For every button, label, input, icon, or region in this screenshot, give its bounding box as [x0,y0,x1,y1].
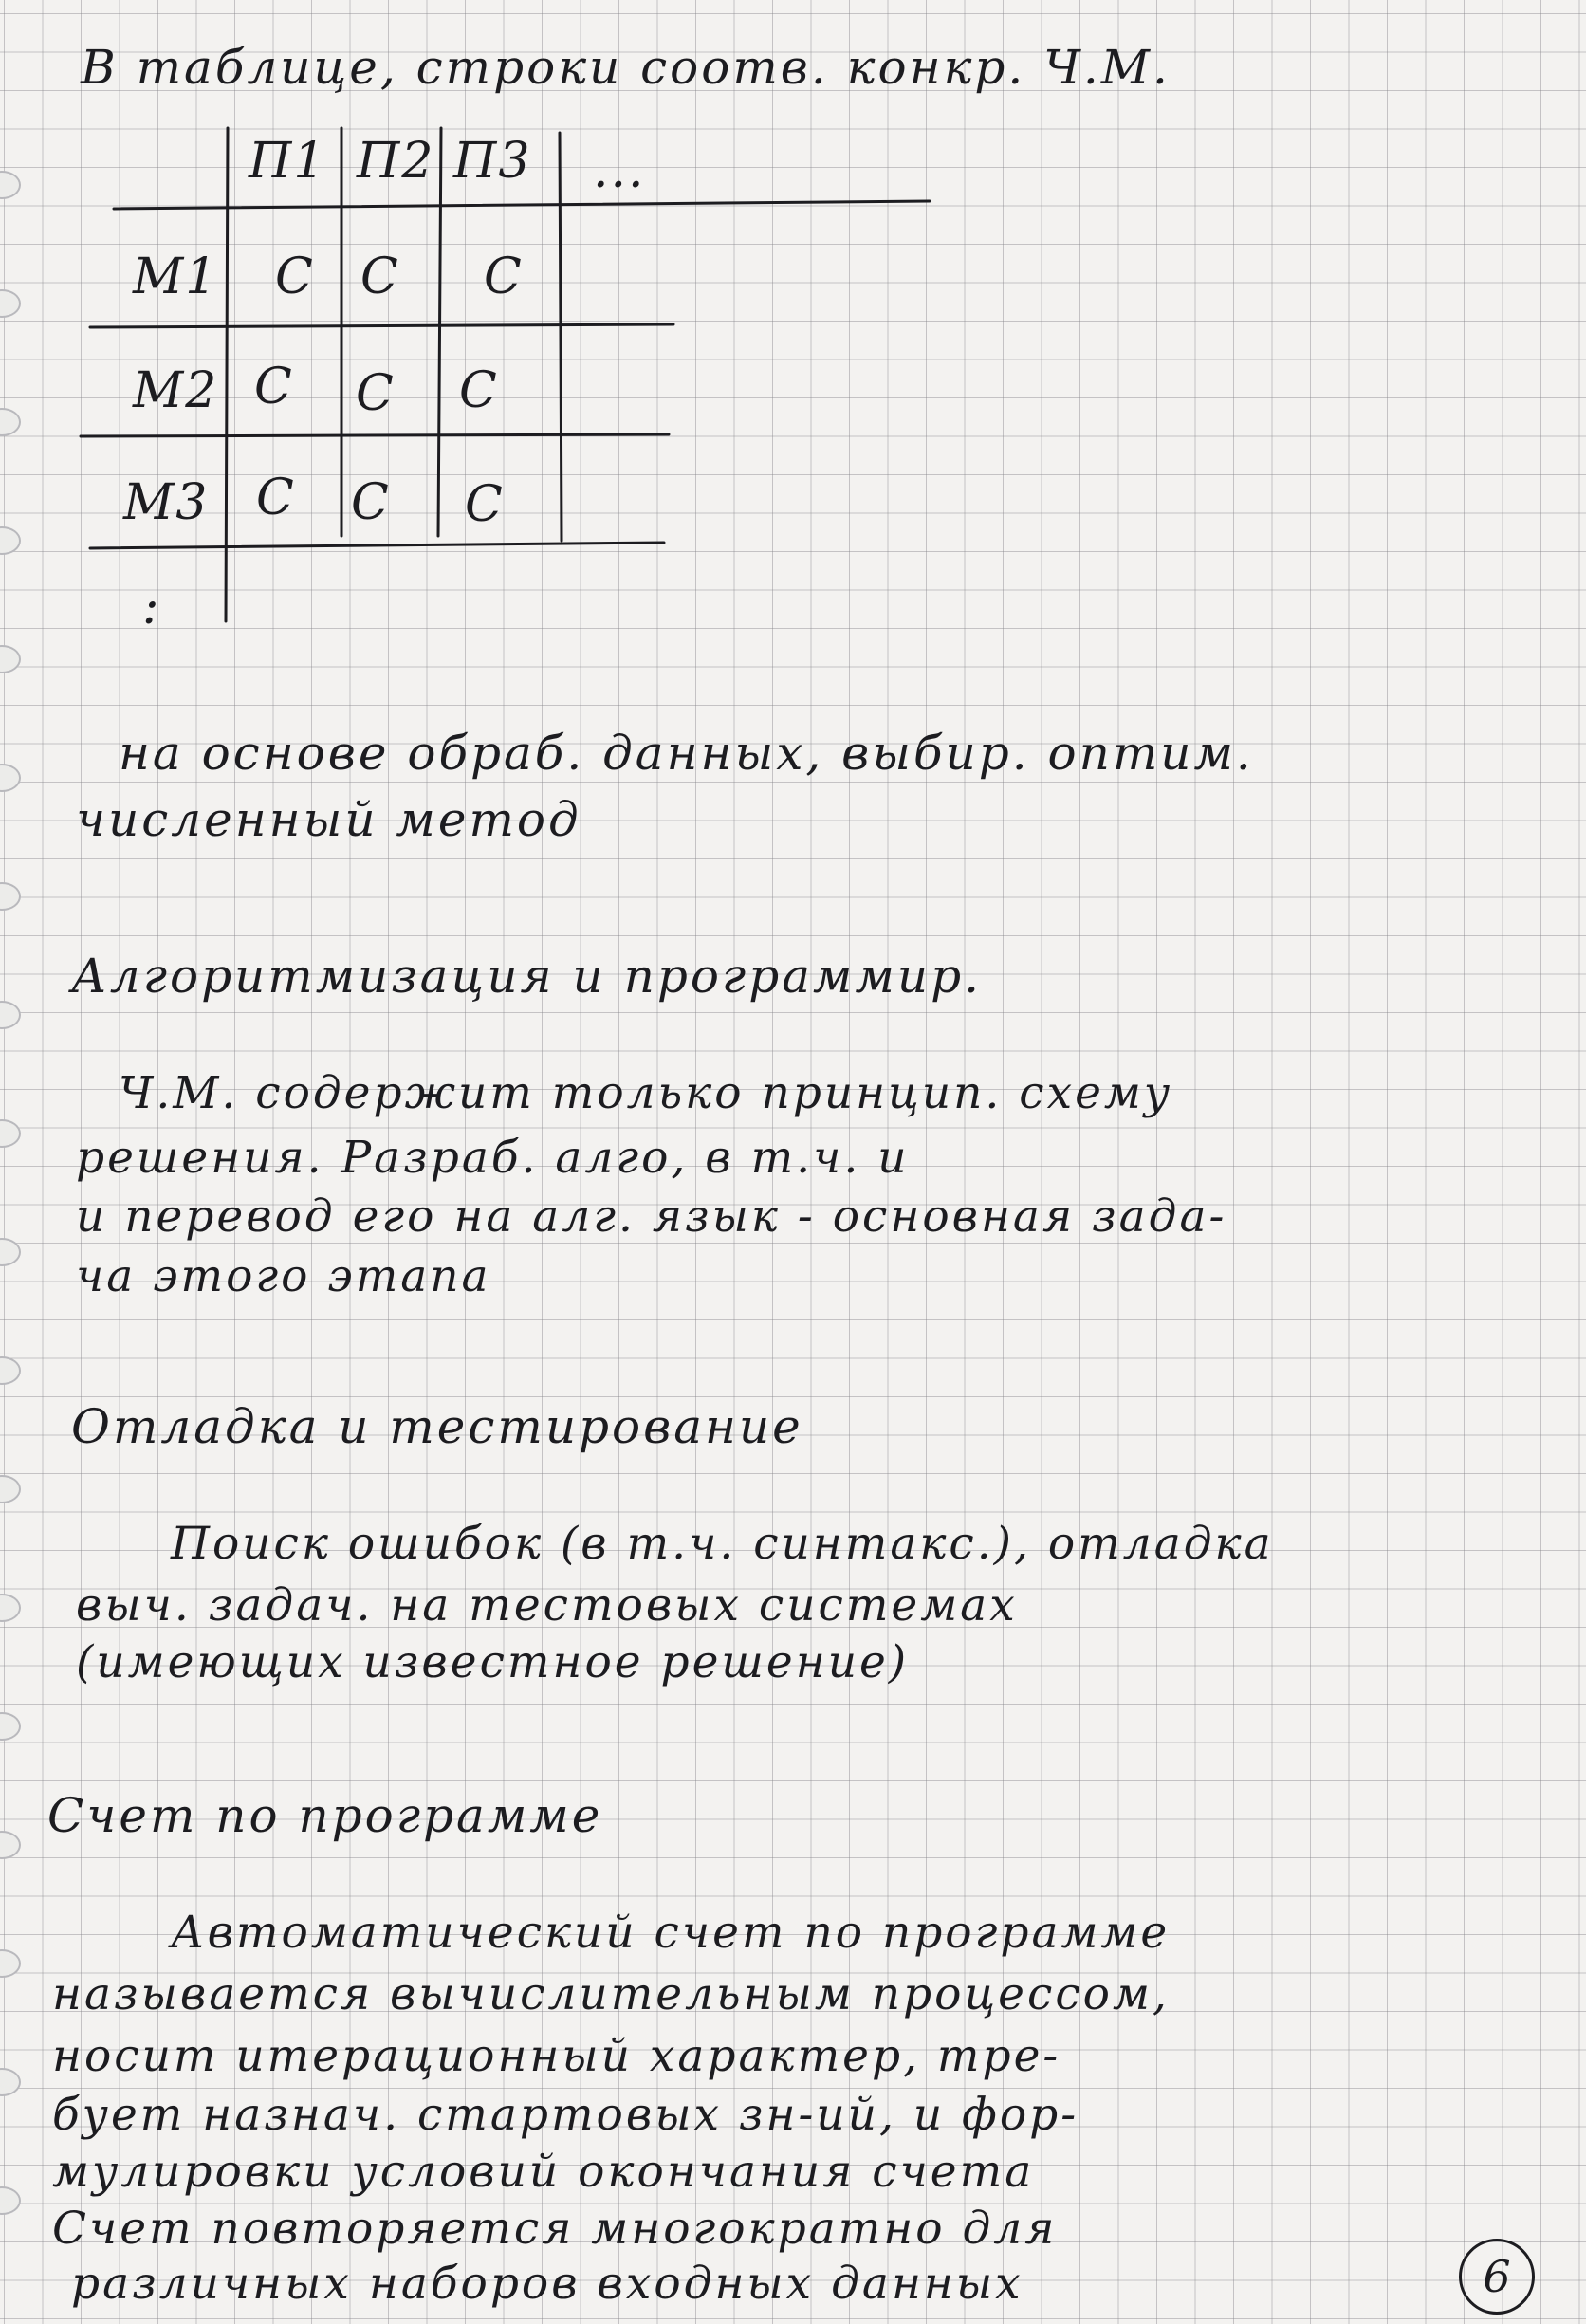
table-cell: С [484,249,524,305]
table-col-header: П3 [453,133,532,190]
intro-line: численный метод [76,792,581,847]
section-body-line: мулировки условий окончания счета [52,2146,1035,2198]
punch-hole [0,1119,21,1148]
section-body-line: решения. Разраб. алго, в т.ч. и [76,1132,910,1184]
table-cell: С [275,249,315,305]
section-body-line: называется вычислительным процессом, [52,1968,1170,2020]
punch-hole [0,1356,21,1385]
table-cell: С [459,362,499,419]
section-body-line: (имеющих известное решение) [76,1636,910,1688]
section-body-line: и перевод его на алг. язык - основная зада- [76,1190,1227,1243]
table-row-rule [90,543,664,548]
table-col-rule [560,133,562,541]
table-row-header: М1 [133,249,219,305]
table-cell: С [360,249,400,305]
punch-hole [0,1238,21,1266]
section-body-line: выч. задач. на тестовых системах [76,1579,1018,1632]
table-col-header: П2 [357,133,435,190]
section-body-line: Ч.М. содержит только принцип. схему [119,1067,1173,1119]
table-col-header: П1 [249,133,327,190]
section-body-line: Счет повторяется многократно для [52,2203,1058,2255]
page-number: 6 [1459,2239,1535,2315]
table-row-header: М3 [123,474,210,531]
section-heading: Счет по программе [47,1788,603,1843]
punch-hole [0,1949,21,1978]
punch-hole [0,764,21,792]
table-col-rule [438,128,441,536]
punch-hole [0,1475,21,1503]
table-col-header: ... [593,142,646,199]
section-heading: Алгоритмизация и программир. [71,949,983,1004]
section-heading: Отладка и тестирование [71,1399,803,1454]
punch-hole [0,1831,21,1859]
table-row-rule [90,324,673,327]
section-body-line: носит итерационный характер, тре- [52,2030,1061,2082]
table-cell: С [256,470,296,526]
table-row-header: М2 [133,362,219,419]
table-cell: С [254,359,294,415]
table-cell: С [351,474,391,531]
table-cell: С [356,365,396,422]
section-body-line: Поиск ошибок (в т.ч. синтакс.), отладка [171,1518,1274,1570]
section-body-line: ча этого этапа [76,1250,491,1302]
table-row-rule [81,434,669,436]
punch-hole [0,1001,21,1029]
punch-hole [0,1712,21,1741]
section-body-line: Автоматический счет по программе [171,1907,1171,1959]
punch-hole [0,1594,21,1622]
table-lines [0,0,949,664]
table-cell: С [465,476,505,533]
table-header-rule [114,201,930,209]
section-body-line: различных наборов входных данных [71,2258,1024,2310]
punch-hole [0,2068,21,2096]
table-row-ellipsis: : [142,579,161,636]
intro-line: на основе обраб. данных, выбир. оптим. [119,726,1254,781]
punch-hole [0,882,21,911]
section-body-line: бует назнач. стартовых зн-ий, и фор- [52,2089,1079,2141]
note-heading: В таблице, строки соотв. конкр. Ч.М. [81,40,1171,95]
punch-hole [0,2186,21,2215]
